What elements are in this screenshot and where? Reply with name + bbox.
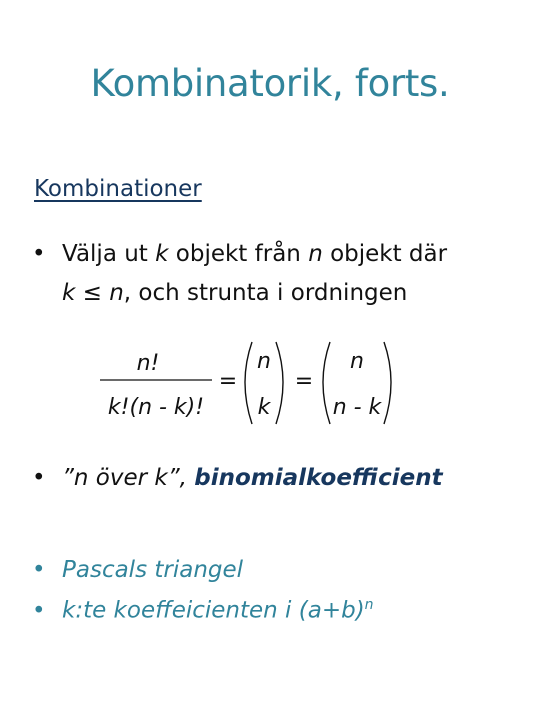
bullet-marker: • (32, 557, 46, 583)
bullet1-mid: objekt från (168, 241, 309, 267)
bullet4-text: k:te koeffeicienten i (a+b) (62, 597, 365, 624)
bullet-pascal (32, 556, 243, 586)
equals-sign-2: = (294, 369, 314, 394)
bullet-choose-k (32, 240, 447, 270)
bullet1-k: k (155, 241, 169, 267)
bullet1-post: objekt där (322, 241, 448, 267)
binom2-top: n (350, 349, 364, 374)
bullet2-italic: ”n över k”, (62, 465, 195, 491)
equals-sign-1: = (218, 369, 238, 394)
bullet-marker: • (32, 465, 46, 491)
binomial-formula (98, 338, 418, 430)
bullet2-bold: binomialkoefficient (194, 465, 443, 491)
binom2-right-paren (384, 342, 391, 424)
binom1-left-paren (245, 342, 252, 424)
binom2-left-paren (323, 342, 330, 424)
bullet1-n: n (308, 241, 323, 267)
formula-denominator: k!(n - k)! (107, 395, 205, 420)
formula-numerator: n! (136, 351, 160, 376)
bullet3-text: Pascals triangel (62, 557, 244, 583)
bullet1-pre: Välja ut (62, 241, 156, 267)
bullet-n-over-k (32, 464, 443, 494)
bullet-kth-coefficient (32, 596, 374, 627)
binom2-bottom: n - k (332, 395, 382, 420)
bullet1-condition: k ≤ n (62, 280, 124, 306)
bullet-marker: • (32, 241, 46, 267)
binom1-top: n (257, 349, 271, 374)
section-heading: Kombinationer (34, 176, 202, 202)
binom1-right-paren (276, 342, 283, 424)
bullet1-line2-rest: , och strunta i ordningen (123, 280, 408, 306)
bullet-marker: • (32, 597, 46, 624)
bullet1-continuation (62, 280, 407, 306)
slide-title: Kombinatorik, forts. (90, 62, 450, 105)
binom1-bottom: k (257, 395, 271, 420)
bullet4-exponent: n (364, 597, 374, 613)
